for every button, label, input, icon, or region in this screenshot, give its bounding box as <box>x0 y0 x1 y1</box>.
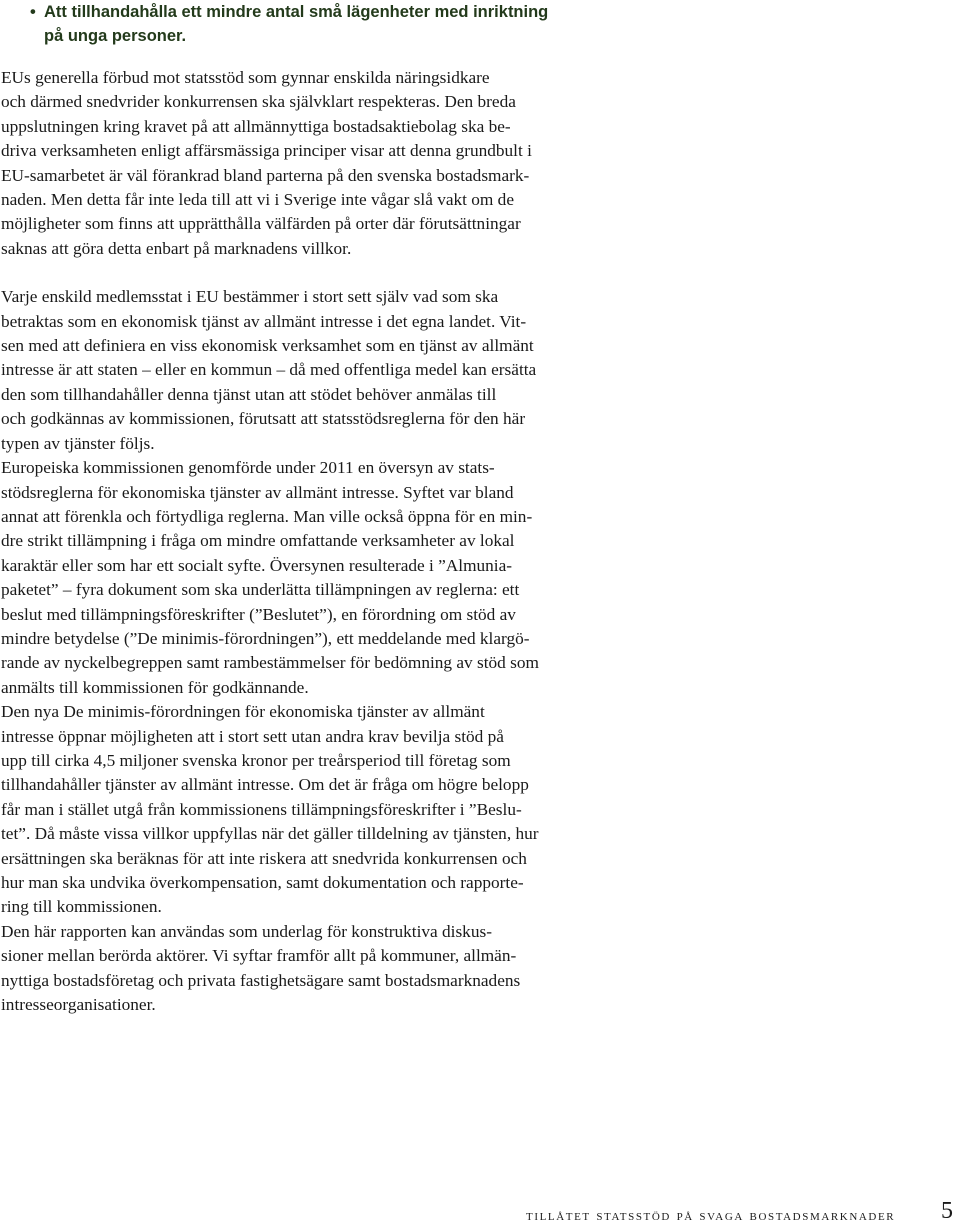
page-number: 5 <box>941 1198 953 1224</box>
paragraph-4 <box>1 700 613 920</box>
text-line: tillhandahåller tjänster av allmänt intresse. Om det är fråga om högre belopp <box>1 775 529 795</box>
text-line: nyttiga bostadsföretag och privata fastighetsägare samt bostadsmarknadens <box>1 970 521 990</box>
text-line: hur man ska undvika överkompensation, samt dokumentation och rapporte- <box>1 873 524 892</box>
bullet-dot-icon: • <box>30 3 36 21</box>
text-line: och godkännas av kommissionen, förutsatt att statsstödsreglerna för den här <box>1 409 526 429</box>
text-line: upp till cirka 4,5 miljoner svenska kronor per treårsperiod till företag som <box>1 750 511 770</box>
text-line: naden. Men detta får inte leda till att vi i Sverige inte vågar slå vakt om de <box>1 190 514 210</box>
bullet-text-line: Att tillhandahålla ett mindre antal små lägenheter med inriktning <box>44 3 549 21</box>
text-line: stödsreglerna för ekonomiska tjänster av allmänt intresse. Syftet var bland <box>1 482 514 502</box>
text-line: den som tillhandahåller denna tjänst utan att stödet behöver anmälas till <box>1 384 497 404</box>
paragraph-2 <box>1 285 613 456</box>
text-line: ersättningen ska beräknas för att inte riskera att snedvrida konkurrensen och <box>1 848 527 868</box>
text-line: uppslutningen kring kravet på att allmännyttiga bostadsaktiebolag ska be- <box>1 116 511 136</box>
text-line: Den här rapporten kan användas som underlag för konstruktiva diskus- <box>1 921 492 941</box>
text-line: mindre betydelse (”De minimis-förordningen”), ett meddelande med klargö- <box>1 628 530 648</box>
text-line: intresse öppnar möjligheten att i stort sett utan andra krav bevilja stöd på <box>1 726 504 746</box>
text-line: rande av nyckelbegreppen samt rambestämmelser för bedömning av stöd som <box>1 653 539 673</box>
text-line: får man i stället utgå från kommissionens tillämpningsföreskrifter i ”Beslu- <box>1 799 522 819</box>
text-line: beslut med tillämpningsföreskrifter (”Beslutet”), en förordning om stöd av <box>1 604 516 624</box>
text-line: dre strikt tillämpning i fråga om mindre omfattande verksamheter av lokal <box>1 531 515 551</box>
text-line: tet”. Då måste vissa villkor uppfyllas när det gäller tilldelning av tjänsten, hur <box>1 824 539 844</box>
text-line: paketet” – fyra dokument som ska underlätta tillämpningen av reglerna: ett <box>1 580 520 600</box>
paragraph-3 <box>1 456 613 700</box>
text-line: intresse är att staten – eller en kommun – då med offentliga medel kan ersätta <box>1 360 537 380</box>
bullet-indent <box>30 24 44 48</box>
text-line: EU-samarbetet är väl förankrad bland parterna på den svenska bostadsmark- <box>1 165 530 185</box>
body-text <box>1 66 613 1017</box>
bullet-list-item <box>30 0 590 48</box>
bullet-line-1 <box>30 0 590 24</box>
text-line: Den nya De minimis-förordningen för ekonomiska tjänster av allmänt <box>1 702 485 722</box>
bullet-line-2 <box>30 24 590 48</box>
text-line: Varje enskild medlemsstat i EU bestämmer i stort sett själv vad som ska <box>1 287 499 307</box>
text-line: intresseorganisationer. <box>1 995 156 1015</box>
text-line: EUs generella förbud mot statsstöd som gynnar enskilda näringsidkare <box>1 68 490 87</box>
text-line: sioner mellan berörda aktörer. Vi syftar framför allt på kommuner, allmän- <box>1 946 517 966</box>
text-line: sen med att definiera en viss ekonomisk verksamhet som en tjänst av allmänt <box>1 336 534 356</box>
text-line: saknas att göra detta enbart på marknadens villkor. <box>1 238 352 258</box>
paragraph-5 <box>1 920 613 1018</box>
text-line: karaktär eller som har ett socialt syfte. Översynen resulterade i ”Almunia- <box>1 555 513 575</box>
paragraph-1 <box>1 66 613 261</box>
text-line: betraktas som en ekonomisk tjänst av allmänt intresse i det egna landet. Vit- <box>1 311 527 331</box>
text-line: typen av tjänster följs. <box>1 433 155 453</box>
text-line: möjligheter som finns att upprätthålla välfärden på orter där förutsättningar <box>1 214 521 234</box>
text-line: anmälts till kommissionen för godkännande. <box>1 677 309 697</box>
bullet-text-line: på unga personer. <box>44 27 187 45</box>
text-line: och därmed snedvrider konkurrensen ska självklart respekteras. Den breda <box>1 92 516 112</box>
text-line: ring till kommissionen. <box>1 897 162 917</box>
running-footer-title: tillåtet statsstöd på svaga bostadsmarknader <box>526 1207 896 1224</box>
text-line: driva verksamheten enligt affärsmässiga principer visar att denna grundbult i <box>1 141 532 161</box>
text-line: Europeiska kommissionen genomförde under 2011 en översyn av stats- <box>1 458 495 478</box>
text-line: annat att förenkla och förtydliga reglerna. Man ville också öppna för en min- <box>1 506 533 526</box>
